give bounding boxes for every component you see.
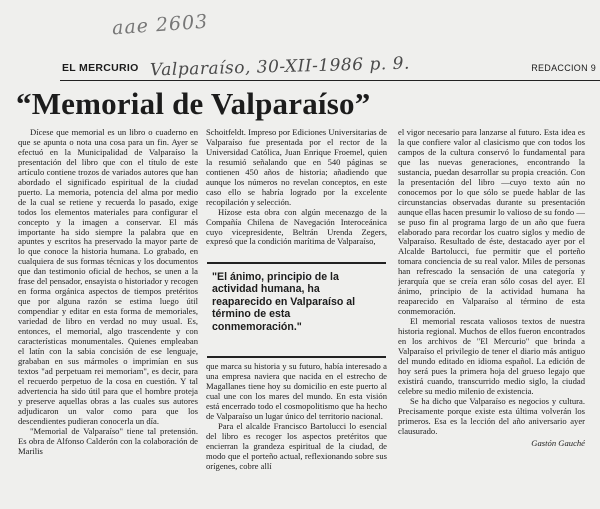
handwritten-date-note: Valparaíso, 30-XII-1986 p. 9.	[149, 53, 411, 81]
newspaper-masthead: EL MERCURIO	[62, 62, 139, 74]
author-signature: Gastón Gauché	[531, 437, 585, 448]
column-3-paragraph-2: El memorial rescata valiosos textos de nuestra historia regional. Muchos de ellos fueron encontrados en los archivos de "El Mercurio" que brinda a Valparaíso el privilegio de tener el diario más antiguo del mundo editado en idioma español. La edición de hoy será pues la primera hoja del grueso legajo que existirá cuando, transcurrido medio siglo, la ciudad celebre su medio milenio de existencia.	[398, 316, 585, 396]
pull-quote-rule-bottom	[207, 356, 386, 358]
section-label: REDACCION 9	[531, 63, 596, 73]
column-2-paragraph-1: Schoitfeldt. Impreso por Ediciones Universitarias de Valparaíso fue presentada por el rector de la Universidad Católica, Juan Enrique Froemel, quien la resumió señalando que en 540 páginas se contienen 450 años de historia; añadiendo que aunque los números no revelan conceptos, en este caso ello se habría logrado por la excelente recopilación y selección.	[206, 128, 387, 207]
column-2-paragraph-3: que marca su historia y su futuro, había interesado a una empresa naviera que nacida en el estrecho de Magallanes tiene hoy su domicilio en este puerto al cual une con los mares del mundo. En esta visión está encerrado todo el cosmopolitismo que ha hecho de Valparaíso un lugar único del territorio nacional.	[206, 362, 387, 421]
column-2-paragraph-2: Hízose esta obra con algún mecenazgo de la Compañía Chilena de Navegación Interoceánica cuyo vicepresidente, Beltrán Urenda Zegers, expresó que la condición marítima de Valparaíso,	[206, 206, 387, 247]
handwritten-archive-code: aae 2603	[111, 10, 209, 40]
masthead-rule	[60, 80, 600, 81]
column-3-paragraph-3: Se ha dicho que Valparaíso es negocios y cultura. Precisamente porque existe esta última volverán los primeros. Esa es la lección del año aniversario ayer clausurado.	[398, 395, 585, 436]
article-column-1	[18, 128, 198, 509]
article-column-2-top	[206, 128, 387, 248]
article-column-2-bottom	[206, 362, 387, 509]
article-column-3	[398, 128, 585, 509]
pull-quote-rule-top	[207, 262, 386, 264]
article-headline: “Memorial de Valparaíso”	[16, 86, 371, 121]
column-3-paragraph-1: el vigor necesario para lanzarse al futuro. Esta idea es la que confiere valor al clasicismo que con todos los campos de la cultura conservó lo fundamental para que las nuevas generaciones, encontrando la sustancia, puedan desarrollar su propia creación. Con la presentación del libro —cuyo texto aún no conocemos por lo que sólo se puede hablar de las circunstancias observadas durante su presentación aunque ellas hacen presumir lo valioso de su fondo —se puso fin al programa largo de un año que fuera elaborado para recordar los cuatro siglos y medio de Valparaíso. Resultado de éste, destacado ayer por el Alcalde Bartolucci, fue permitir que el porteño tomara conciencia de su real valor. Miles de personas han refrescado la sensación de una categoría y jerarquía que se creía eran sólo cosas del ayer. El ánimo, principio de la actividad humana ha reaparecido en Valparaíso al término de esta conmemoración.	[398, 128, 585, 317]
column-1-paragraph-1: Dícese que memorial es un libro o cuaderno en que se apunta o nota una cosa para un fin. Ayer se efectuó en la Municipalidad de Valparaíso la presentación del libro que con el título de este artículo contiene trozos de variados autores que han abordado el significado espiritual de la ciudad puerto. La memoria, potencia del alma por medio de la cual se retiene y recuerda lo pasado, exige todos los elementos materiales para configurar el concepto y la imagen a conservar. El más importante ha sido siempre la palabra que en apuntes y escritos ha preservado la mayor parte de lo que conoce la historia humana. Lo grabado, en cualquiera de sus formas técnicas y los documentos que dan testimonio oficial de hechos, se unen a la frase del pensador, ensayista o historiador y recogen en forma orgánica aspectos de tiempos pretéritos que por alguna razón se estima luego útil compendiar y editar en esta forma de memoriales, variedad de libro en verdad no muy usual. Es, entonces, el memorial, algo trascendente y con características monumentales. Quienes empleaban el latín con la sabia concisión de ese lenguaje, grababan en sus mármoles o imprimían en sus textos "ad perpetuam rei memoriam", es decir, para el recuerdo perpetuo de la cosa en cuestión. Y tal advertencia ha sido útil para que el hombre proteja y preserve aquellas obras a las cuales sus autores adjudicaron un valor como para que los descendientes pudieran conocerla un día.	[18, 128, 198, 426]
column-1-paragraph-2: "Memorial de Valparaíso" tiene tal pretensión. Es obra de Alfonso Calderón con la colaboración de Marilis	[18, 425, 198, 456]
column-2-paragraph-4: Para el alcalde Francisco Bartolucci lo esencial del libro es recoger los aspectos pretéritos que encierran la grandeza espiritual de la ciudad, de modo que el porteño actual, reflexionando sobre sus orígenes, cobre allí	[206, 420, 387, 471]
pull-quote: "El ánimo, principio de la actividad humana, ha reaparecido en Valparaíso al término de esta conmemoración."	[212, 271, 356, 333]
